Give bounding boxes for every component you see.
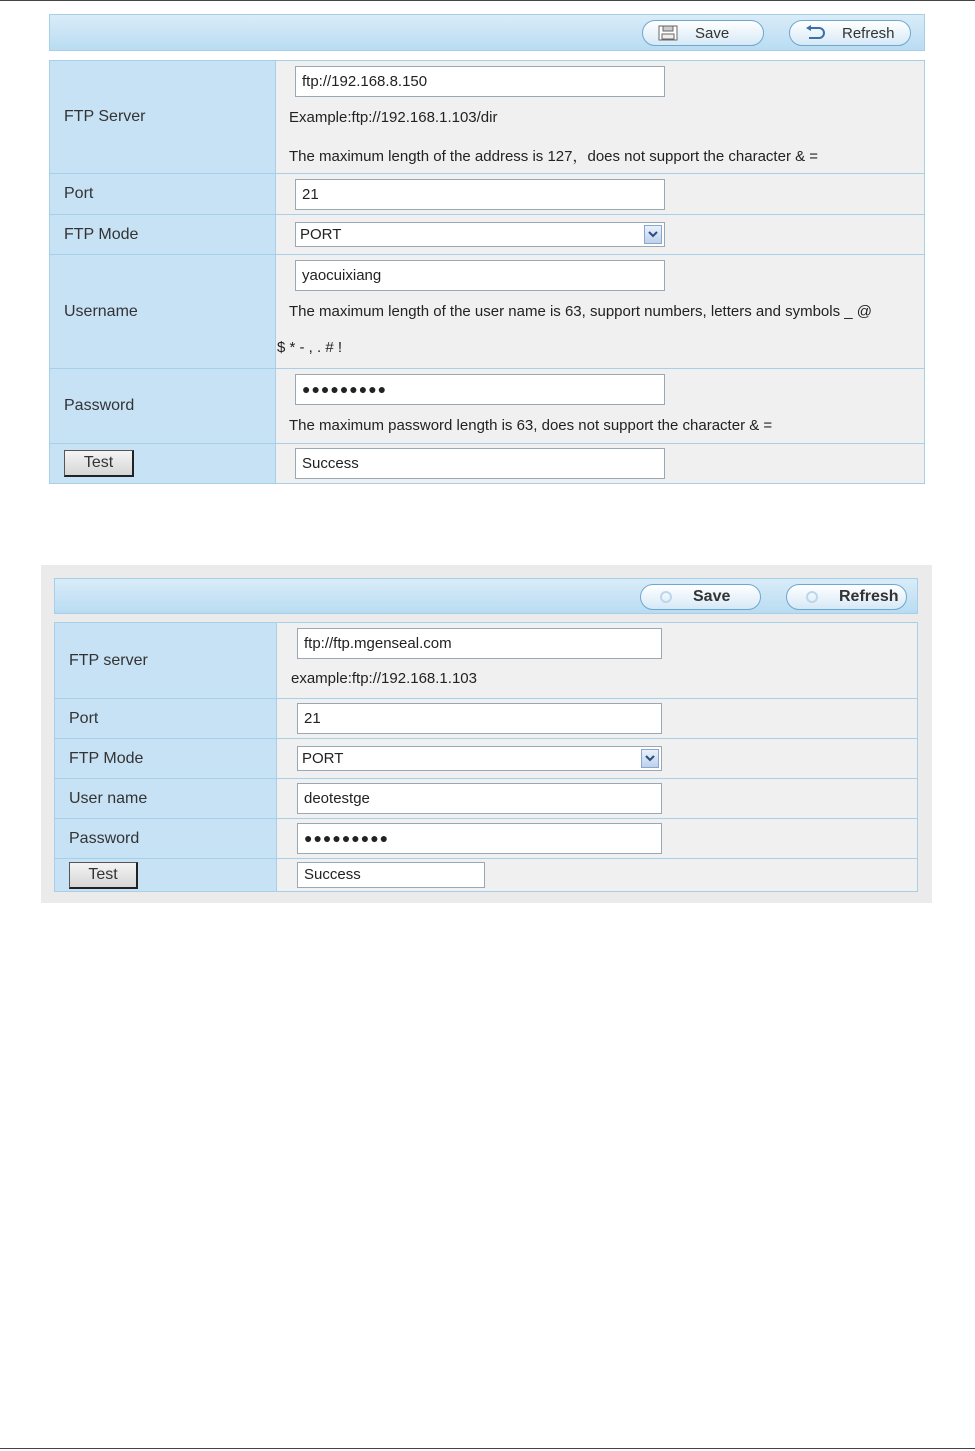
username-note-line2: $ * - , . # ! xyxy=(277,339,343,356)
refresh-label: Refresh xyxy=(839,588,899,605)
ftp-mode-select[interactable] xyxy=(297,746,662,771)
ftp-mode-select[interactable] xyxy=(295,222,665,247)
test-button[interactable]: Test xyxy=(69,862,138,889)
refresh-icon xyxy=(804,25,826,41)
port-row xyxy=(50,174,925,215)
toolbar xyxy=(49,14,925,51)
save-label: Save xyxy=(693,588,731,605)
ftp-server-label: FTP server xyxy=(55,623,277,699)
save-button[interactable] xyxy=(642,20,764,46)
ftp-server-label: FTP Server xyxy=(50,61,276,174)
ftp-settings-panel-1 xyxy=(49,14,925,484)
save-button[interactable] xyxy=(640,584,761,610)
ftp-mode-row xyxy=(50,215,925,255)
ftp-settings-table xyxy=(54,622,918,892)
chevron-down-icon[interactable] xyxy=(644,225,662,244)
username-label: User name xyxy=(55,779,277,819)
ftp-mode-label: FTP Mode xyxy=(50,215,276,255)
ftp-server-input[interactable]: ftp://ftp.mgenseal.com xyxy=(297,628,662,659)
password-label: Password xyxy=(50,369,276,444)
ftp-mode-value: PORT xyxy=(302,750,344,767)
floppy-disk-icon xyxy=(657,25,679,41)
page-bottom-rule xyxy=(0,1448,975,1449)
username-note-line1: The maximum length of the user name is 63, support numbers, letters and symbols _ @ xyxy=(289,303,872,320)
ftp-server-row xyxy=(50,61,925,174)
ftp-settings-panel-2 xyxy=(54,578,918,892)
username-row xyxy=(50,255,925,369)
port-input[interactable]: 21 xyxy=(297,703,662,734)
username-input[interactable]: yaocuixiang xyxy=(295,260,665,291)
test-button[interactable]: Test xyxy=(64,450,134,477)
port-input[interactable]: 21 xyxy=(295,179,665,210)
port-label: Port xyxy=(50,174,276,215)
toolbar xyxy=(54,578,918,614)
username-input[interactable]: deotestge xyxy=(297,783,662,814)
port-row xyxy=(55,699,918,739)
ftp-server-example: Example:ftp://192.168.1.103/dir xyxy=(289,109,498,126)
password-row xyxy=(50,369,925,444)
test-result-field: Success xyxy=(297,862,485,888)
ftp-mode-value: PORT xyxy=(300,226,342,243)
test-row xyxy=(55,859,918,892)
refresh-label: Refresh xyxy=(842,24,895,42)
ftp-settings-table xyxy=(49,60,925,484)
ftp-server-note: The maximum length of the address is 127，does not support the character & = xyxy=(289,148,819,165)
test-result-field: Success xyxy=(295,448,665,479)
password-note: The maximum password length is 63, does not support the character & = xyxy=(289,417,773,434)
save-label: Save xyxy=(695,24,730,42)
ftp-server-row xyxy=(55,623,918,699)
page-top-rule xyxy=(0,0,975,1)
password-row xyxy=(55,819,918,859)
ftp-server-example: example:ftp://192.168.1.103 xyxy=(291,670,477,687)
refresh-icon xyxy=(801,589,823,605)
chevron-down-icon[interactable] xyxy=(641,749,659,768)
refresh-icon xyxy=(655,589,677,605)
refresh-button[interactable] xyxy=(786,584,907,610)
password-label: Password xyxy=(55,819,277,859)
ftp-server-input[interactable]: ftp://192.168.8.150 xyxy=(295,66,665,97)
ftp-mode-row xyxy=(55,739,918,779)
password-input[interactable]: ●●●●●●●●● xyxy=(297,823,662,854)
username-row xyxy=(55,779,918,819)
ftp-mode-label: FTP Mode xyxy=(55,739,277,779)
username-label: Username xyxy=(50,255,276,369)
port-label: Port xyxy=(55,699,277,739)
password-input[interactable]: ●●●●●●●●● xyxy=(295,374,665,405)
test-row xyxy=(50,444,925,484)
refresh-button[interactable] xyxy=(789,20,911,46)
